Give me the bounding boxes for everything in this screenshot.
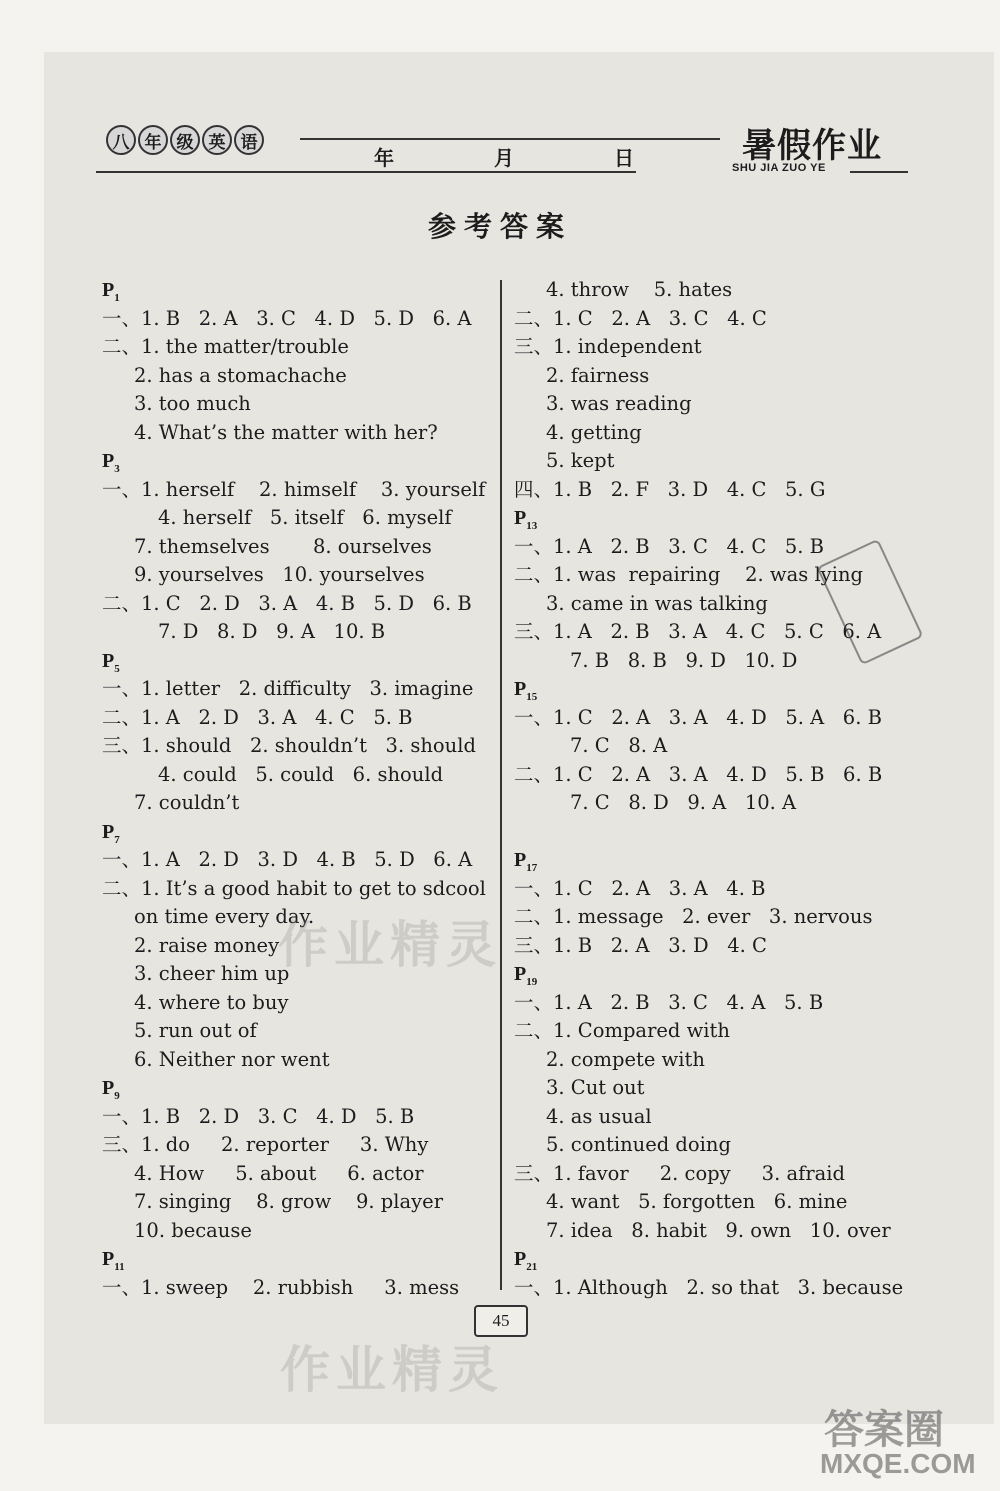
answer-line: 一、1. A 2. D 3. D 4. B 5. D 6. A [102,848,473,871]
section-page-label: P [514,1248,527,1270]
answer-line: 2. has a stomachache [134,363,347,387]
answer-line: 一、1. sweep 2. rubbish 3. mess [102,1275,460,1299]
page-title: 参考答案 [427,210,572,243]
answer-line: 二、1. Compared with [514,1019,730,1042]
section-heading [102,1245,490,1274]
section-page-label: P [102,1077,115,1099]
section-page-label: P [514,678,527,700]
section-page-label: P [102,649,115,672]
answer-line: 一、1. A 2. B 3. C 4. C 5. B [514,534,824,558]
watermark: 作业精灵 [278,916,502,974]
answer-line: 5. continued doing [546,1133,731,1156]
answer-line: 4. herself 5. itself 6. myself [158,506,452,529]
answer-line: 2. raise money [134,933,280,957]
badge-char: 八 [106,125,136,155]
answer-line: 4. getting [546,420,642,444]
answer-line: 10. because [134,1218,252,1242]
answer-line: 4. where to buy [134,990,289,1014]
answer-line: 7. idea 8. habit 9. own 10. over [546,1218,891,1242]
section-page-number: 5 [114,662,120,675]
section-heading [102,447,490,476]
answer-line: 5. run out of [134,1019,257,1042]
brand-title: 暑假作业 [742,126,882,166]
answer-line: 4. How 5. about 6. actor [134,1161,424,1185]
answer-line: 7. couldn’t [134,791,240,814]
answer-line: 3. Cut out [546,1076,645,1099]
answer-line: 2. fairness [546,363,650,387]
column-divider [500,280,502,1290]
page-header [92,118,907,176]
answer-line: 7. B 8. B 9. D 10. D [570,648,798,672]
answer-line: 7. C 8. D 9. A 10. A [570,791,797,814]
answers-left-column [102,276,490,1302]
section-page-number: 1 [114,292,120,304]
subject-badge [92,118,302,162]
answer-line: 7. singing 8. grow 9. player [134,1190,444,1213]
answer-line [514,818,904,847]
date-month-label: 月 [494,146,514,170]
answer-line: 三、1. B 2. A 3. D 4. C [514,933,767,957]
section-page-number: 3 [114,463,120,475]
answer-line: 二、1. message 2. ever 3. nervous [514,905,873,928]
section-page-number: 21 [526,1261,538,1273]
answer-line: 一、1. C 2. A 3. A 4. B [514,876,766,900]
badge-char: 英 [202,125,232,155]
site-url: MXQE.COM [820,1448,976,1479]
answer-line: 6. Neither nor went [134,1047,330,1071]
answer-line: 一、1. B 2. D 3. C 4. D 5. B [102,1104,415,1128]
date-fields [374,142,634,171]
section-page-number: 13 [526,520,538,532]
answer-line: 7. C 8. A [570,734,668,757]
section-page-label: P [102,450,115,472]
answer-line: 2. compete with [546,1047,705,1071]
answer-line: 一、1. herself 2. himself 3. yourself [102,477,486,501]
answer-line: 三、1. should 2. shouldn’t 3. should [102,734,476,757]
answer-line: 三、1. A 2. B 3. A 4. C 5. C 6. A [514,620,882,643]
answer-line: 4. could 5. could 6. should [158,762,444,786]
header-rule-top [300,138,720,140]
answer-line: 三、1. independent [514,335,702,358]
section-heading [514,960,904,989]
section-page-label: P [514,849,527,871]
answer-line: 3. cheer him up [134,962,290,985]
answer-line: 二、1. C 2. A 3. C 4. C [514,306,767,330]
answer-line: 一、1. A 2. B 3. C 4. A 5. B [514,990,824,1014]
answer-line: 4. as usual [546,1104,652,1128]
section-heading [514,1245,904,1274]
answer-line: 二、1. It’s a good habit to get to sdcool [102,876,486,900]
section-page-number: 19 [526,976,538,988]
answer-line: 4. What’s the matter with her? [134,420,438,444]
answer-line: 三、1. do 2. reporter 3. Why [102,1133,429,1156]
answer-line: 二、1. C 2. A 3. A 4. D 5. B 6. B [514,762,883,786]
section-page-label: P [102,820,115,843]
answer-line: 一、1. Although 2. so that 3. because [514,1275,904,1299]
section-page-number: 15 [526,691,538,703]
section-page-label: P [102,1248,115,1270]
section-page-number: 11 [114,1261,125,1273]
section-heading [514,846,904,875]
answer-line: on time every day. [134,905,315,928]
answer-line: 4. throw 5. hates [546,278,733,301]
section-heading [102,818,490,847]
answer-line: 3. came in was talking [546,591,768,615]
section-page-label: P [102,279,115,301]
section-page-label: P [514,507,527,529]
answer-line: 二、1. A 2. D 3. A 4. C 5. B [102,705,413,729]
answer-line: 3. was reading [546,392,692,415]
date-year-label: 年 [374,146,394,170]
watermark: 作业精灵 [280,1341,504,1399]
section-page-number: 7 [114,833,120,846]
header-rule-bottom [96,171,636,173]
badge-char: 年 [138,125,168,155]
section-page-number: 9 [114,1090,120,1102]
section-heading [102,647,490,676]
answer-line: 四、1. B 2. F 3. D 4. C 5. G [514,477,826,501]
site-logo: 答案圈 [824,1407,944,1453]
answer-line: 二、1. was repairing 2. was lying [514,563,863,586]
answer-line: 二、1. the matter/trouble [102,335,349,358]
section-page-label: P [514,963,527,985]
answer-line: 7. themselves 8. ourselves [134,534,432,558]
section-heading [514,504,904,533]
answer-line: 三、1. favor 2. copy 3. afraid [514,1161,845,1185]
answer-line: 一、1. B 2. A 3. C 4. D 5. D 6. A [102,306,472,330]
page-number: 45 [474,1305,528,1337]
section-page-number: 17 [526,862,538,874]
answers-right-column [514,276,904,1302]
answer-line: 一、1. letter 2. difficulty 3. imagine [102,677,474,700]
answer-line: 二、1. C 2. D 3. A 4. B 5. D 6. B [102,591,472,615]
date-day-label: 日 [614,146,634,170]
answer-line: 3. too much [134,392,251,415]
section-heading [102,1074,490,1103]
badge-char: 级 [170,125,200,155]
badge-char: 语 [234,125,264,155]
section-heading [102,276,490,305]
brand-pinyin: SHU JIA ZUO YE [732,162,826,174]
answer-line: 一、1. C 2. A 3. A 4. D 5. A 6. B [514,705,882,729]
section-heading [514,675,904,704]
answer-line: 7. D 8. D 9. A 10. B [158,620,386,643]
answer-line: 4. want 5. forgotten 6. mine [546,1190,848,1213]
header-rule-right [850,171,908,173]
answer-line: 9. yourselves 10. yourselves [134,563,425,586]
answer-line: 5. kept [546,449,615,472]
